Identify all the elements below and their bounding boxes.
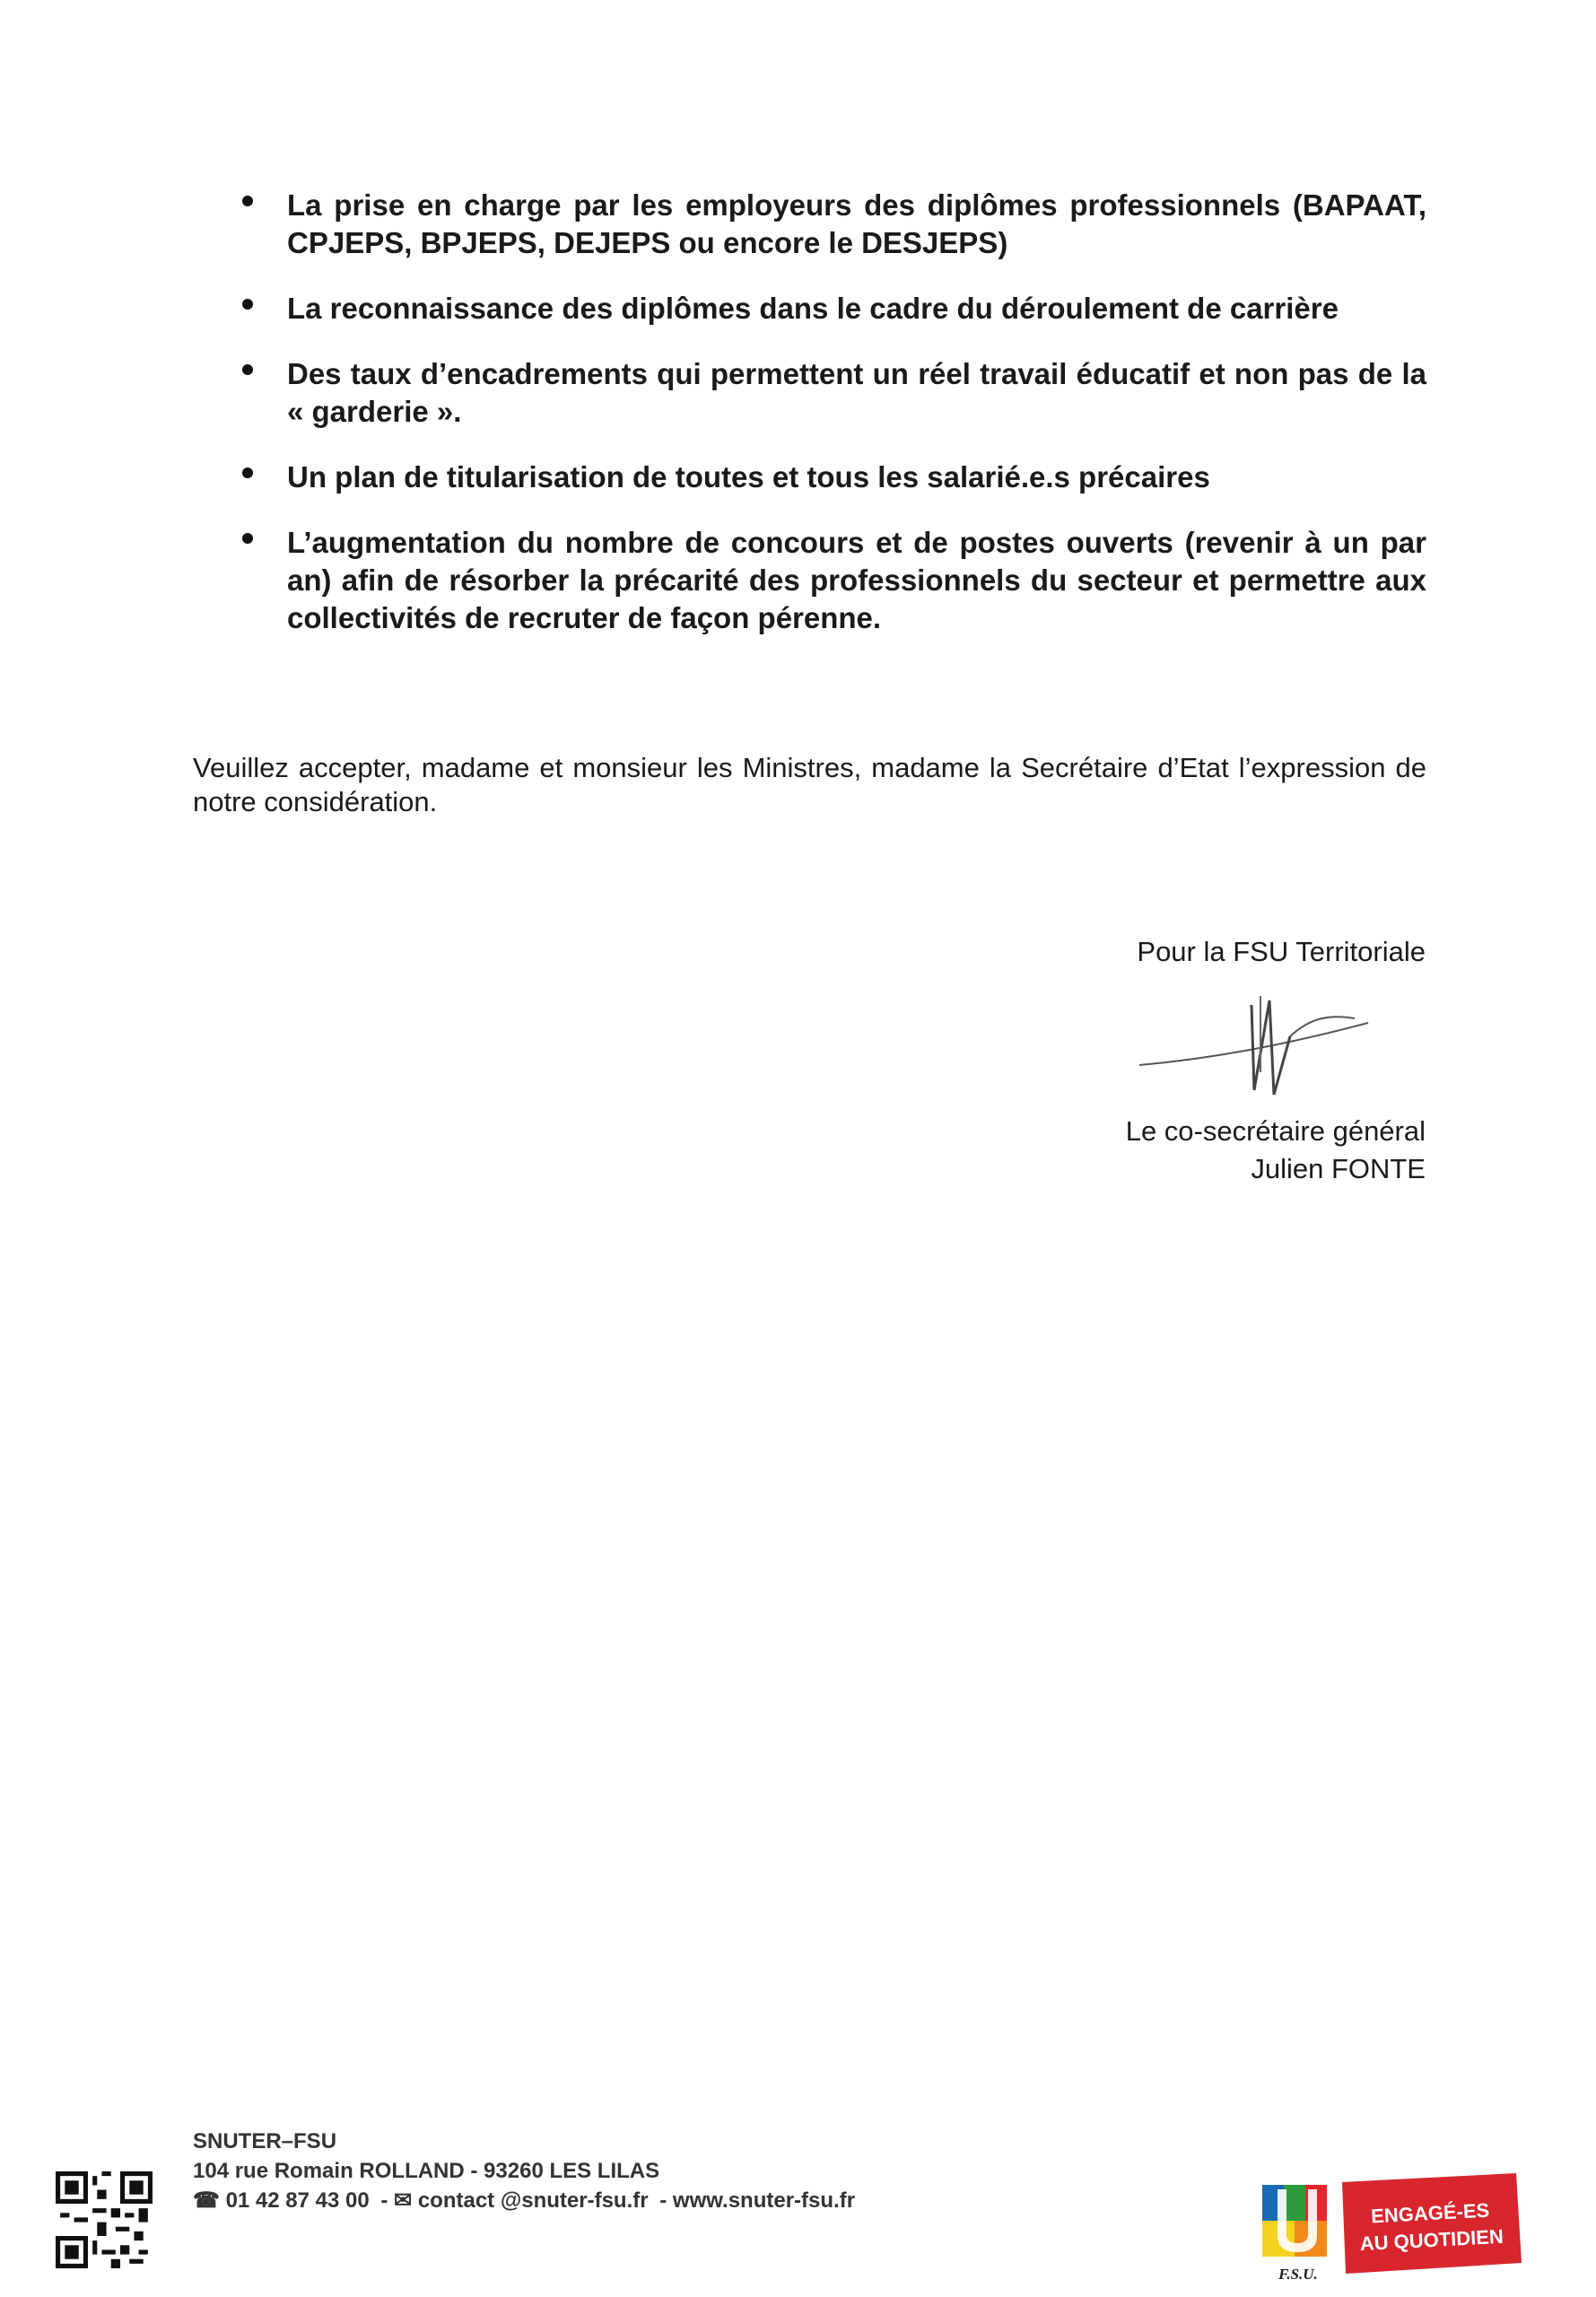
bullet-dot bbox=[242, 364, 253, 375]
footer-phone: ☎ 01 42 87 43 00 bbox=[193, 2188, 370, 2213]
bullet-dot bbox=[242, 299, 253, 310]
bullet-dot bbox=[242, 533, 253, 544]
banner-line-1: ENGAGÉ-ES bbox=[1370, 2198, 1490, 2228]
list-item: La prise en charge par les employeurs des diplômes professionnels (BAPAAT, CPJEPS, BPJEPS, DEJEPS ou encore le DESJEPS) bbox=[242, 187, 1426, 262]
footer-website[interactable]: - www.snuter-fsu.fr bbox=[659, 2188, 856, 2213]
signature-for-line: Pour la FSU Territoriale bbox=[1137, 936, 1426, 967]
handwritten-signature bbox=[1139, 983, 1373, 1108]
footer-email[interactable]: - ✉ contact @snuter-fsu.fr bbox=[380, 2188, 649, 2213]
fsu-logo bbox=[1258, 2180, 1339, 2284]
footer-contact bbox=[193, 2186, 860, 2215]
bullet-dot bbox=[242, 467, 253, 478]
fsu-u-icon bbox=[1258, 2180, 1339, 2261]
signatory-name: Julien FONTE bbox=[1251, 1153, 1426, 1184]
demands-list bbox=[242, 187, 1426, 665]
footer bbox=[193, 2127, 860, 2215]
qr-code-icon bbox=[56, 2171, 153, 2268]
footer-org: SNUTER–FSU bbox=[193, 2129, 337, 2153]
engagees-banner bbox=[1337, 2170, 1525, 2277]
list-item: L’augmentation du nombre de concours et de postes ouverts (revenir à un par an) afin de résorber la précarité des professionnels du secteur et permettre aux collectivités de recruter de façon pérenne. bbox=[242, 524, 1426, 637]
signatory-role: Le co-secrétaire général bbox=[1125, 1115, 1426, 1147]
fsu-text: F.S.U. bbox=[1278, 2266, 1318, 2283]
footer-address: 104 rue Romain ROLLAND - 93260 LES LILAS bbox=[193, 2159, 660, 2183]
list-item: La reconnaissance des diplômes dans le cadre du déroulement de carrière bbox=[242, 290, 1426, 328]
list-item: Un plan de titularisation de toutes et tous les salarié.e.s précaires bbox=[242, 459, 1426, 496]
closing-paragraph: Veuillez accepter, madame et monsieur les Ministres, madame la Secrétaire d’Etat l’expression de notre considération. bbox=[193, 752, 1426, 817]
bullet-dot bbox=[242, 196, 253, 206]
signatory bbox=[1126, 1113, 1426, 1188]
banner-line-2: AU QUOTIDIEN bbox=[1359, 2224, 1504, 2256]
list-item: Des taux d’encadrements qui permettent un réel travail éducatif et non pas de la « garderie ». bbox=[242, 355, 1426, 431]
